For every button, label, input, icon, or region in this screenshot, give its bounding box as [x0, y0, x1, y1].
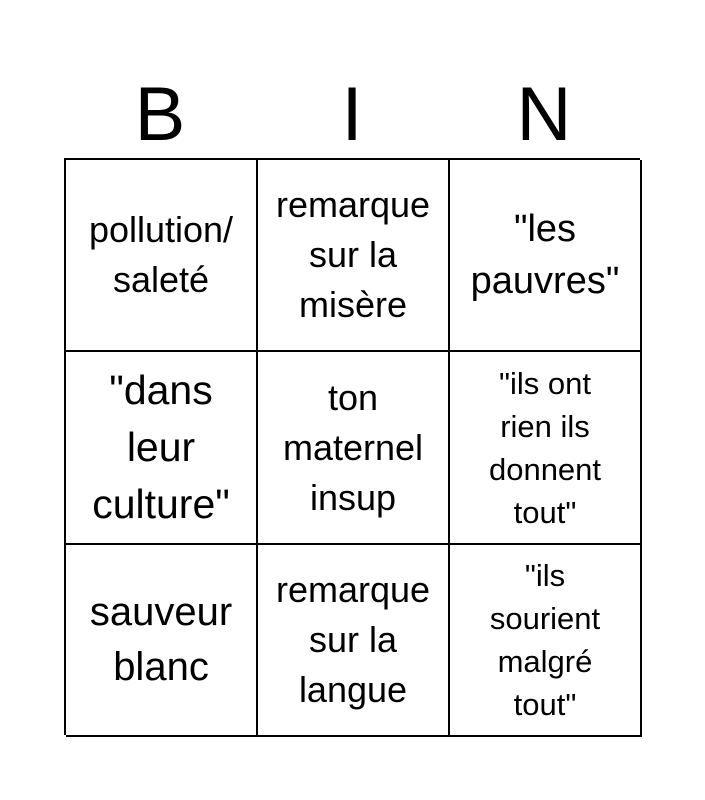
bingo-cell-r3c1[interactable]: sauveur blanc — [66, 545, 258, 737]
bingo-cell-r2c3[interactable]: "ils ont rien ils donnent tout" — [450, 352, 642, 545]
bingo-cell-r1c1[interactable]: pollution/ saleté — [66, 160, 258, 352]
bingo-grid — [64, 158, 640, 735]
bingo-cell-r2c2[interactable]: ton maternel insup — [258, 352, 450, 545]
header-letter-b: B — [134, 72, 186, 157]
bingo-cell-r3c3[interactable]: "ils sourient malgré tout" — [450, 545, 642, 737]
bingo-cell-r1c2[interactable]: remarque sur la misère — [258, 160, 450, 352]
bingo-cell-r1c3[interactable]: "les pauvres" — [450, 160, 642, 352]
bingo-cell-r2c1[interactable]: "dans leur culture" — [66, 352, 258, 545]
header-letter-n: N — [516, 72, 572, 157]
header-letter-i: I — [341, 72, 363, 157]
bingo-cell-r3c2[interactable]: remarque sur la langue — [258, 545, 450, 737]
